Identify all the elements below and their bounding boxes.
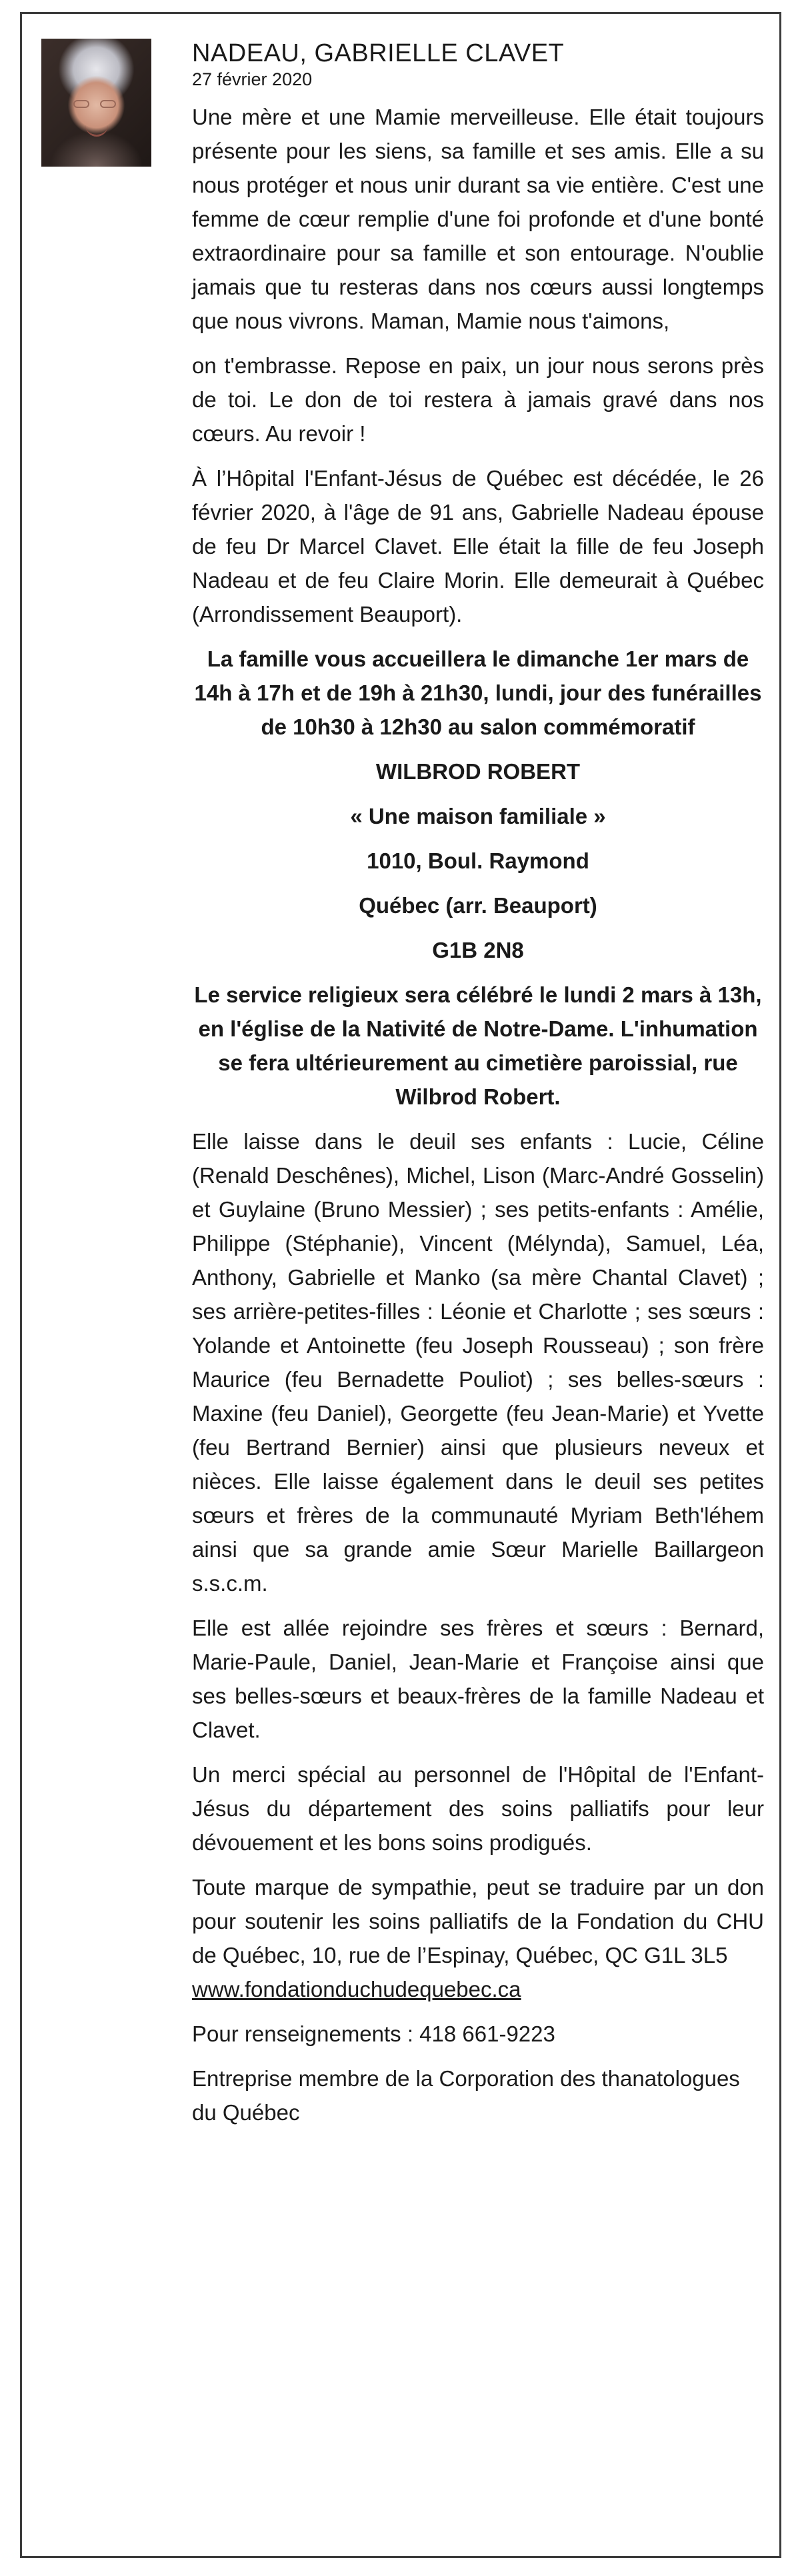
donation-text: Toute marque de sympathie, peut se traduire par un don pour soutenir les soins palliatifs de la Fondation du CHU de Québec, 10, rue de l’Espinay, Québec, QC G1L 3L5 (192, 1875, 764, 1967)
thanks-paragraph: Un merci spécial au personnel de l'Hôpital de l'Enfant-Jésus du département des soins palliatifs pour leur dévouement et les bons soins prodigués. (192, 1762, 764, 1855)
funeral-home-name: WILBROD ROBERT (375, 759, 581, 784)
funeral-home-city: Québec (arr. Beauport) (359, 893, 597, 918)
portrait-glasses (73, 100, 120, 109)
publication-date: 27 février 2020 (192, 69, 313, 89)
tribute-paragraph: Une mère et une Mamie merveilleuse. Elle était toujours présente pour les siens, sa famille et ses amis. Elle a su nous protéger et nous unir durant sa vie entière. C'est une femme de cœur remplie d'une foi profonde et d'une bonté extraordinaire pour sa famille et son entourage. N'oublie jamais que tu resteras dans nos cœurs aussi longtemps que nous vivrons. Maman, Mamie nous t'aimons, (192, 105, 764, 333)
religious-service-info: Le service religieux sera célébré le lundi 2 mars à 13h, en l'église de la Nativité de Notre-Dame. L'inhumation se fera ultérieurement au cimetière paroissial, rue Wilbrod Robert. (194, 982, 762, 1109)
obituary-content (192, 39, 764, 2140)
predeceased-paragraph: Elle est allée rejoindre ses frères et sœurs : Bernard, Marie-Paule, Daniel, Jean-Marie et Françoise ainsi que ses belles-sœurs et beaux-frères de la famille Nadeau et Clavet. (192, 1616, 764, 1742)
funeral-home-postal-code: G1B 2N8 (432, 938, 524, 962)
portrait-photo (41, 39, 151, 167)
portrait-smile (85, 125, 108, 137)
funeral-home-slogan: « Une maison familiale » (350, 804, 606, 828)
funeral-home-address: 1010, Boul. Raymond (367, 848, 589, 873)
corporation-membership: Entreprise membre de la Corporation des thanatologues du Québec (192, 2066, 740, 2125)
contact-info: Pour renseignements : 418 661-9223 (192, 2021, 555, 2046)
visitation-info: La famille vous accueillera le dimanche 1er mars de 14h à 17h et de 19h à 21h30, lundi, jour des funérailles de 10h30 à 12h30 au salon commémoratif (194, 646, 762, 739)
donation-paragraph (192, 1870, 764, 2006)
survivors-paragraph: Elle laisse dans le deuil ses enfants : Lucie, Céline (Renald Deschênes), Michel, Lison (Marc-André Gosselin) et Guylaine (Bruno Messier) ; ses petits-enfants : Amélie, Philippe (Stéphanie), Vincent (Mélynda), Samuel, Léa, Anthony, Gabrielle et Manko (sa mère Chantal Clavet) ; ses arrière-petites-filles : Léonie et Charlotte ; ses sœurs : Yolande et Antoinette (feu Joseph Rousseau) ; son frère Maurice (feu Bernadette Pouliot) ; ses belles-sœurs : Maxine (feu Daniel), Georgette (feu Jean-Marie) et Yvette (feu Bertrand Bernier) ainsi que plusieurs neveux et nièces. Elle laisse également dans le deuil ses petites sœurs et frères de la communauté Myriam Beth'léhem ainsi que sa grande amie Sœur Marielle Baillargeon s.s.c.m. (192, 1129, 764, 1596)
donation-website-link[interactable]: www.fondationduchudequebec.ca (192, 1977, 521, 2001)
death-notice-paragraph: À l’Hôpital l'Enfant-Jésus de Québec est décédée, le 26 février 2020, à l'âge de 91 ans, Gabrielle Nadeau épouse de feu Dr Marcel Clavet. Elle était la fille de feu Joseph Nadeau et de feu Claire Morin. Elle demeurait à Québec (Arrondissement Beauport). (192, 466, 764, 627)
deceased-name: NADEAU, GABRIELLE CLAVET (192, 39, 565, 67)
tribute-paragraph-2: on t'embrasse. Repose en paix, un jour nous serons près de toi. Le don de toi restera à jamais gravé dans nos cœurs. Au revoir ! (192, 353, 764, 446)
